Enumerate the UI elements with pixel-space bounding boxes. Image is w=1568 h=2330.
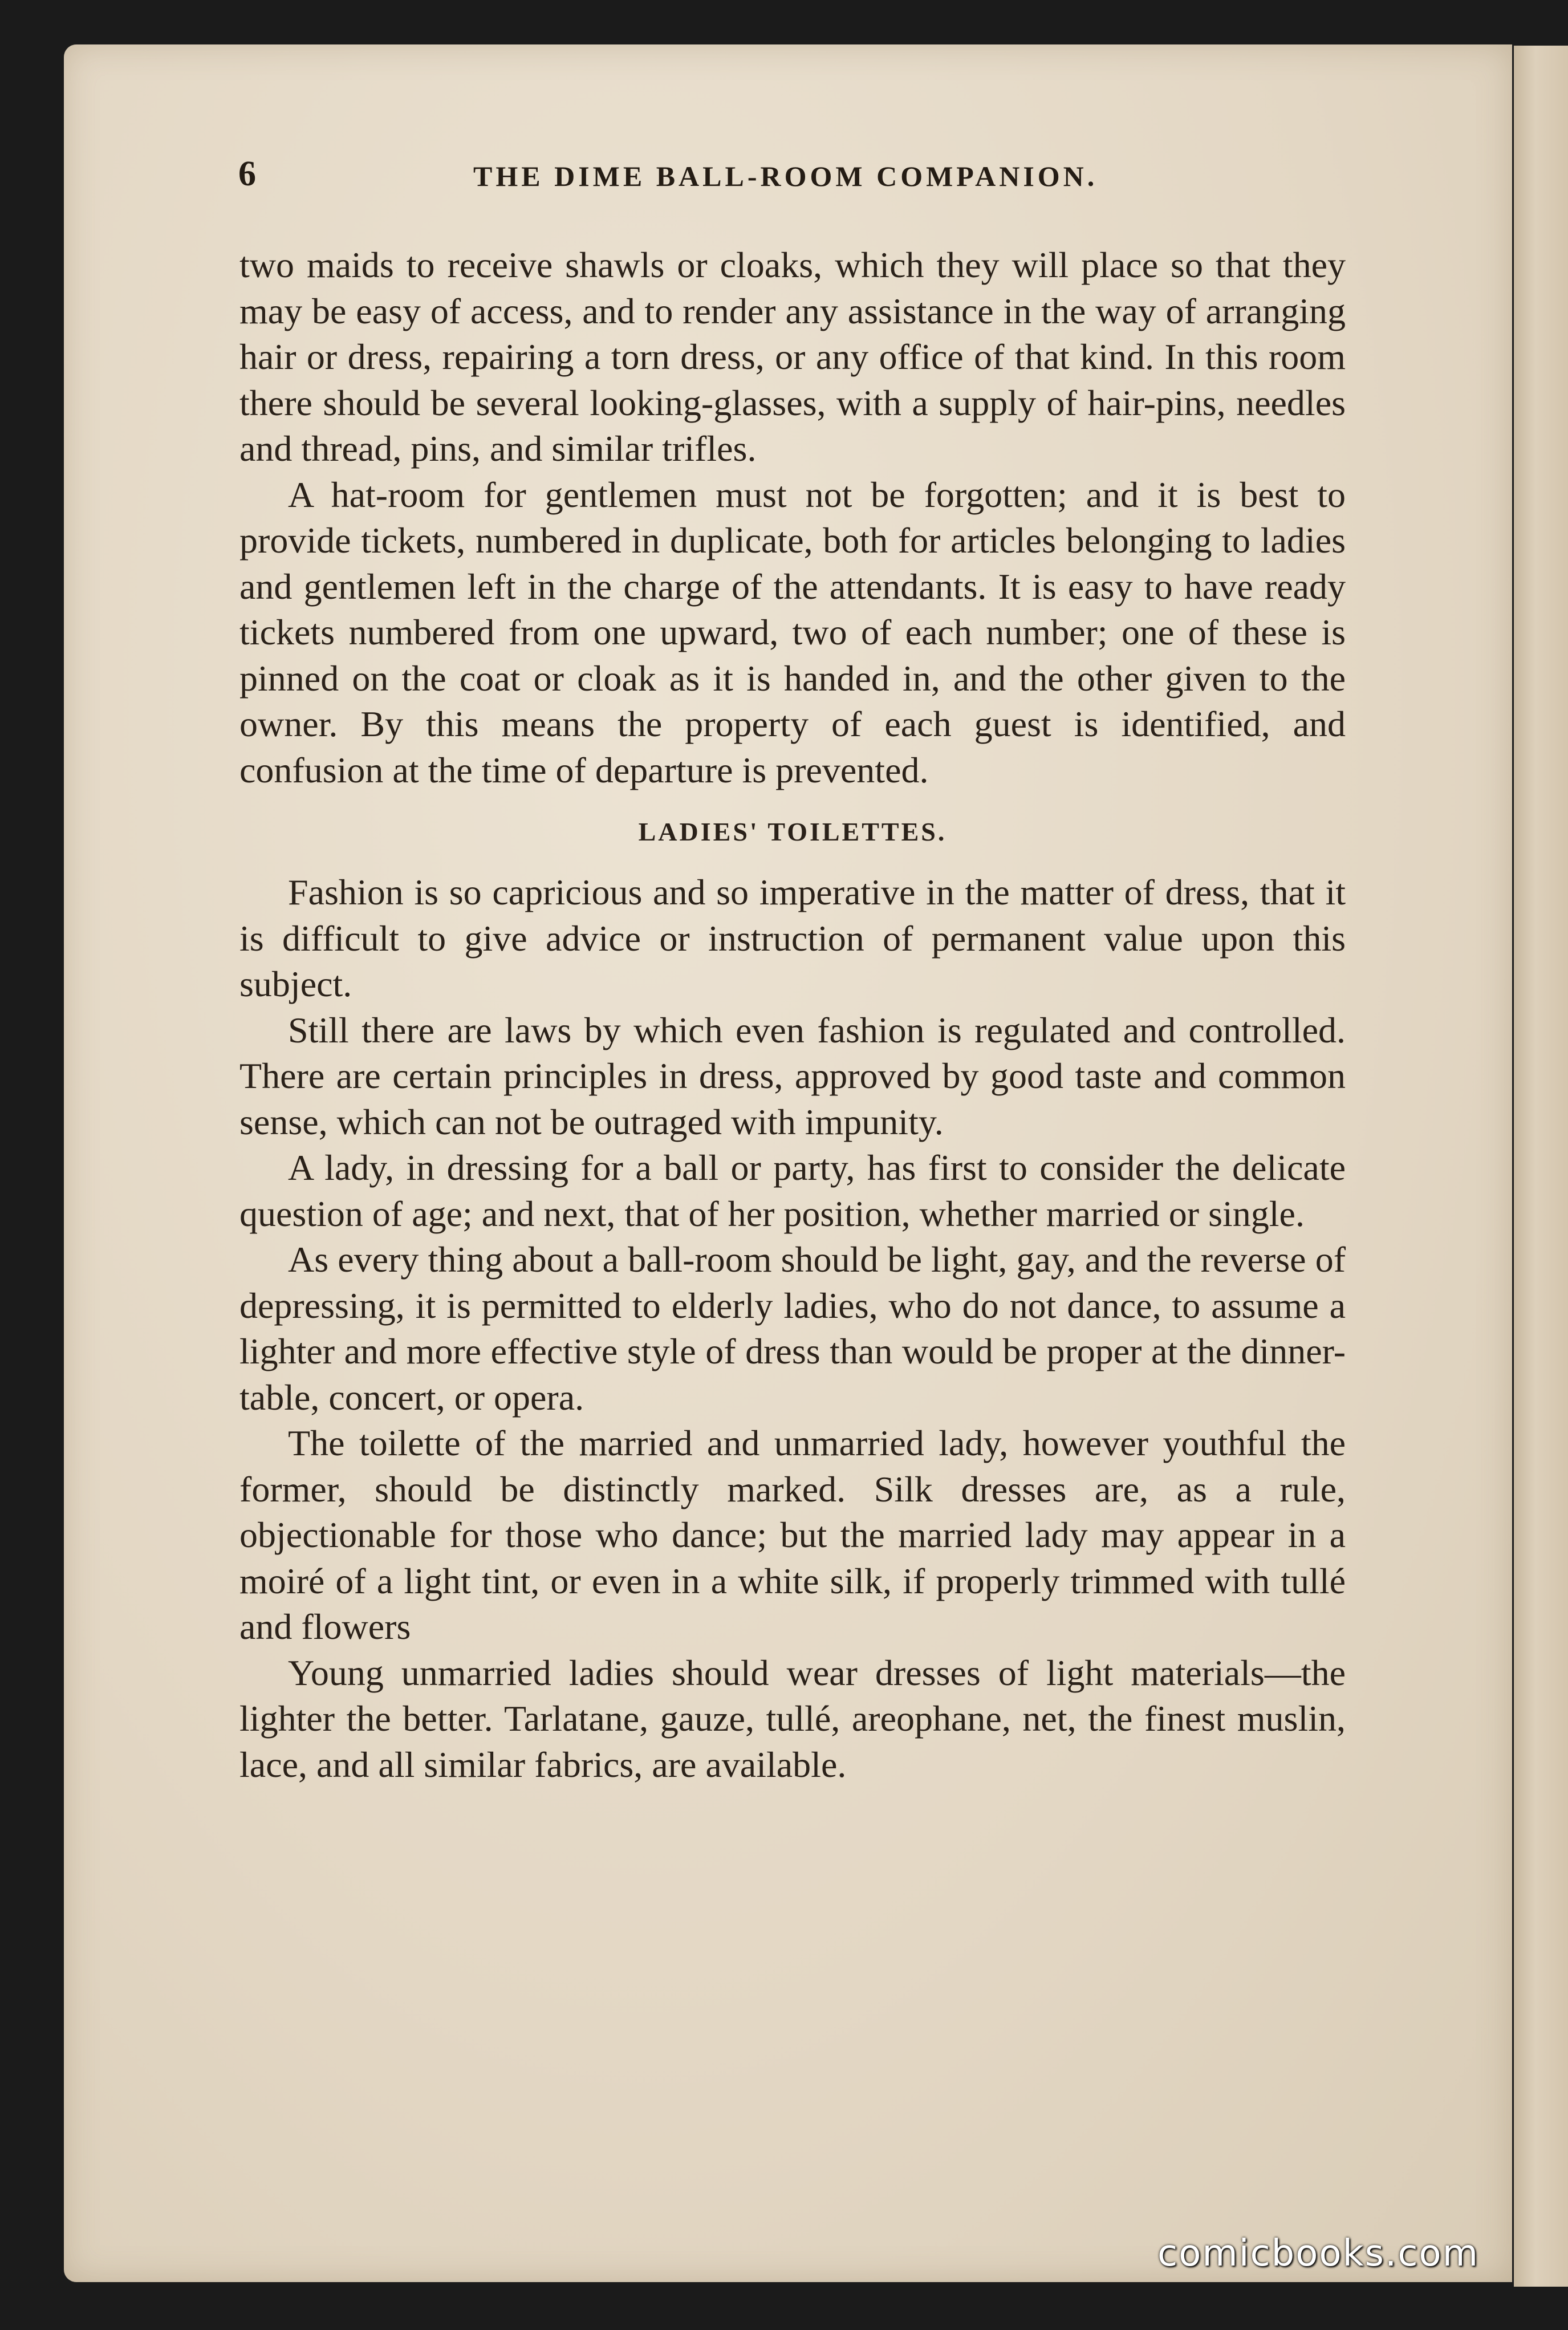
paragraph: As every thing about a ball-room should be light, gay, and the reverse of depressing, it is permitted to elderly ladies, who do not dance, to assume a lighter and more effective style of dress than would be proper at the dinner-table, concert, or opera. bbox=[239, 1239, 1346, 1418]
paragraph: Still there are laws by which even fashion is regulated and controlled. There are certain principles in dress, approved by good taste and common sense, which can not be outraged with impunity. bbox=[239, 1009, 1346, 1142]
paragraph: Fashion is so capricious and so imperative in the matter of dress, that it is difficult to give advice or instruction of permanent value upon this subject. bbox=[239, 872, 1346, 1004]
section-heading: LADIES' TOILETTES. bbox=[638, 817, 947, 846]
paragraph: A lady, in dressing for a ball or party, has first to consider the delicate question of age; and next, that of her position, whether married or single. bbox=[239, 1147, 1346, 1234]
paragraph: Young unmarried ladies should wear dresses of light materials—the lighter the better. Tarlatane, gauze, tullé, areophane, net, the finest muslin, lace, and all similar fabrics, are available. bbox=[239, 1652, 1346, 1785]
paragraph: The toilette of the married and unmarried lady, however youthful the former, should be distinctly marked. Silk dresses are, as a rule, objectionable for those who dance; but the married lady may appear in a moiré of a light tint, or even in a white silk, if properly trimmed with tullé and flowers bbox=[239, 1423, 1346, 1647]
paragraph: A hat-room for gentlemen must not be forgotten; and it is best to provide tickets, numbered in duplicate, both for articles belonging to ladies and gentlemen left in the charge of the attendants. It is easy to have ready tickets numbered from one upward, two of each number; one of these is pinned on the coat or cloak as it is handed in, and the other given to the owner. By this means the property of each guest is identified, and confusion at the time of departure is prevented. bbox=[239, 474, 1346, 790]
next-page-edge bbox=[1514, 46, 1568, 2287]
paragraph: two maids to receive shawls or cloaks, which they will place so that they may be easy of access, and to render any assistance in the way of arranging hair or dress, repairing a torn dress, or any office of that kind. In this room there should be several looking-glasses, with a supply of hair-pins, needles and thread, pins, and similar trifles. bbox=[239, 245, 1346, 469]
site-watermark: comicbooks.com bbox=[1157, 2232, 1480, 2275]
page-number: 6 bbox=[238, 155, 256, 193]
page-body bbox=[239, 242, 1346, 1788]
running-title: THE DIME BALL-ROOM COMPANION. bbox=[473, 160, 1098, 192]
page-header bbox=[171, 154, 1368, 200]
